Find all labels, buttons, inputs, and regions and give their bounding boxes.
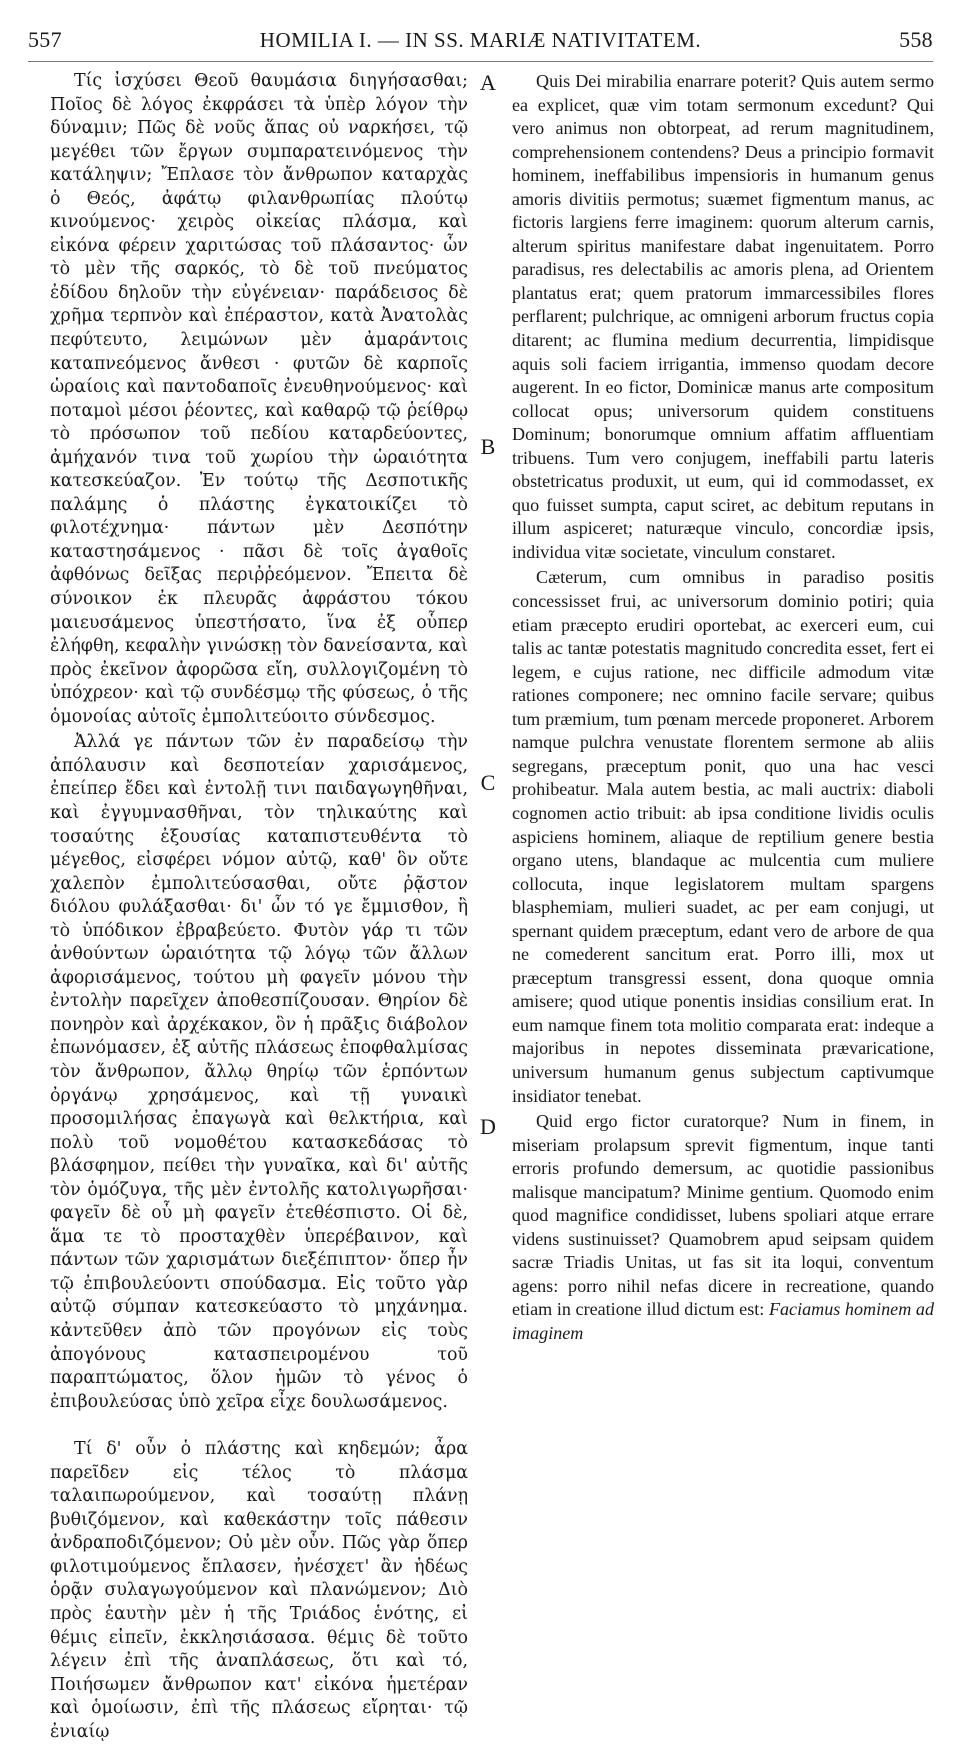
greek-column	[50, 70, 468, 1744]
greek-paragraph-2: Ἀλλά γε πάντων τῶν ἐν παραδείσῳ τὴν ἀπόλαυσιν καὶ δεσποτείαν χαρισάμενος, ἐπείπερ ἔδει καὶ ἐντολῇ τινι παιδαγωγηθῆναι, καὶ ἐγγυμνασθῆναι, τὸν τηλικαύτης καὶ τοσαύτης ἐξουσίας καταπιστευθέντα τὸ μέγεθος, εἰσφέρει νόμον αὐτῷ, καθ' ὃν οὔτε χαλεπὸν ἐμπολιτεύσασθαι, οὔτε ῥᾷστον διόλου φυλάξασθαι· δι' ὧν τό γε ἔμμισθον, ἢ τὸ ὑπόδικον ἐβραβεύετο. Φυτὸν γάρ τι τῶν ἀνθούντων ὡραιότητα τῷ λόγῳ τῶν ἄλλων ἀφορισάμενος, τούτου μὴ φαγεῖν μόνου τὴν ἐντολὴν παρεῖχεν ἀποθεσπίζουσαν. Θηρίον δὲ πονηρὸν καὶ ἀρχέκακον, ὃν ἡ πρᾶξις διάβολον ἐπωνόμασεν, ἐξ αὐτῆς πλάσεως ἐποφθαλμίσας τὸν ἄνθρωπον, ἄλλῳ θηρίῳ τῶν ἑρπόντων ὀργάνῳ χρησάμενος, καὶ τῇ γυναικὶ προσομιλήσας ἐπαγωγὰ καὶ θελκτήρια, καὶ πολὺ τοῦ νομοθέτου κατασκεδάσας τὸ βλάσφημον, πείθει τὴν γυναῖκα, καὶ δι' αὐτῆς τὸν ὁμόζυγα, τῆς μὲν ἐντολῆς κατολιγωρῆσαι· φαγεῖν δὲ οὗ μὴ φαγεῖν ἐτεθέσπιστο. Οἱ δὲ, ἅμα τε τὸ προσταχθὲν ὑπερέβαινον, καὶ πάντων τῶν χαρισμάτων διεξέπιπτον· ὅπερ ἦν τῷ ἐπιβουλεύοντι σπούδασμα. Εἰς τοῦτο γὰρ αὐτῷ σύμπαν κατεσκεύαστο τὸ μηχάνημα. κἀντεῦθεν ἀπὸ τῶν προγόνων εἰς τοὺς ἀπογόνους κατασπειρομένου τοῦ παραπτώματος, ὅλον ἡμῶν τὸ γένος ὁ ἐπιβουλεύσας ὑπὸ χεῖρα εἶχε δουλωσάμενος.	[50, 732, 468, 1412]
latin-paragraph-3	[512, 1110, 934, 1345]
latin-paragraph-3-italic: Faciamus hominem ad imaginem	[512, 1299, 934, 1343]
greek-paragraph-1: Τίς ἰσχύσει Θεοῦ θαυμάσια διηγήσασθαι; Ποῖος δὲ λόγος ἐκφράσει τὰ ὑπὲρ λόγον τὴν δύναμιν; Πῶς δὲ νοῦς ἅπας οὐ ναρκήσει, τῷ μεγέθει τῶν ἔργων συμπαρατεινόμενος τὴν κατάληψιν; Ἔπλασε τὸν ἄνθρωπον καταρχὰς ὁ Θεός, ἀφάτῳ φιλανθρωπίας πλούτῳ κινούμενος· χειρὸς οἰκείας πλάσμα, καὶ εἰκόνα φέρειν χαριτώσας τοῦ πλάσαντος· ὧν τὸ μὲν τῆς σαρκός, τὸ δὲ τοῦ πνεύματος ἐδίδου δηλοῦν τὴν εὐγένειαν· παράδεισος δὲ χρῆμα τερπνὸν καὶ ἐπέραστον, κατὰ Ἀνατολὰς πεφύτευτο, λειμώνων μὲν ἀμαράντοις καταπνεόμενος ἄνθεσι · φυτῶν δὲ καρποῖς ὡραίοις καὶ παντοδαποῖς ἐνευθηνούμενος· καὶ ποταμοὶ μέσοι ῥέοντες, καὶ καθαρῷ τῷ ῥείθρῳ τὸ πρόσωπον τοῦ πεδίου καταρδεύοντες, ἀμήχανόν τινα τοῦ χωρίου τὴν ὡραιότητα κατεσκεύαζον. Ἐν τούτῳ τῆς Δεσποτικῆς παλάμης ὁ πλάστης ἐγκατοικίζει τὸ φιλοτέχνημα· πάντων μὲν Δεσπότην καταστησάμενος · πᾶσι δὲ τοῖς ἀγαθοῖς ἀφθόνως δεῖξας περιῤῥεόμενον. Ἔπειτα δὲ σύνοικον ἐκ πλευρᾶς ἀφράστου τόκου μαιευσάμενος ὑπεστήσατο, ἵνα ἐξ οὗπερ ἐλήφθη, κεφαλὴν γινώσκῃ τὸν δανείσαντα, καὶ πρὸς ἐκεῖνον ἀφορῶσα εἴη, συλλογιζομένη τὸ ὑπόχρεον· καὶ τῷ συνδέσμῳ τῆς φύσεως, ὁ τῆς ὁμονοίας αὐτοῖς ἐμπολιτεύοιτο σύνδεσμος.	[50, 71, 468, 727]
latin-column	[512, 70, 934, 1346]
running-title: HOMILIA I. — IN SS. MARIÆ NATIVITATEM.	[259, 27, 702, 52]
page-number-right: 558	[899, 27, 933, 52]
latin-paragraph-3-text: Quid ergo fictor curatorque? Num in finem, in miseriam prolapsum sprevit figmentum, inque tanti erroris profundo demersum, ac quotidie passionibus malisque mancipatum? Minime gentium. Quomodo enim quod magnifice condidisset, lubens spoliari atque errare videns sustinuisset? Quamobrem apud seipsam quidem sacræ Triadis Unitas, ut fas sit ita loqui, conventum agens: porro nihil nefas dicere in recreatione, quando etiam in creatione illud dictum est:	[512, 1111, 934, 1320]
latin-paragraph-2: Cæterum, cum omnibus in paradiso positis concessisset frui, ac universorum dominio potiri; quia etiam præcepto erudiri oportebat, ac exerceri eum, cui talis ac tantæ potestatis magnitudo concredita esset, fert ei legem, e cujus ratione, nec difficile admodum vitæ rationes componere; nec omnino facile servare; quibus tum præmium, tum pœnam mercede proponeret. Arborem namque pulchra venustate florentem sermone ab aliis segregans, præceptum ponit, quo una hac vesci prohibeatur. Mala autem bestia, ac mali auctrix: diaboli cognomen actio tribuit: ab ipsa conditione lividis oculis aspiciens hominem, aliaque de reptilium genere bestia organo utens, blandaque ac mulcentia cum muliere collocuta, inque legislatorem multam spargens blasphemiam, mulieri suadet, ac per eam conjugi, ut spernant quidem præceptum, edant vero de arbore de qua ne comederent sancitum erat. Porro illi, mox ut præceptum transgressi essent, dona quoque omnia amisere; quod utique ponentis insidias consilium erat. In eum namque finem tota molitio comparata erat: indeque a majoribus in nepotes disseminata prævaricatione, universum humanum genus subjectum captivumque insidiator tenebat.	[512, 567, 934, 1106]
section-marker-d: D	[480, 1114, 496, 1139]
greek-paragraph-3: Τί δ' οὖν ὁ πλάστης καὶ κηδεμών; ἆρα παρεῖδεν εἰς τέλος τὸ πλάσμα ταλαιπωρούμενον, καὶ τοσαύτῃ πλάνῃ βυθιζόμενον, καὶ καθεκάστην τοῖς πάθεσιν ἀνδραποδιζόμενον; Οὐ μὲν οὖν. Πῶς γὰρ ὅπερ φιλοτιμούμενος ἔπλασεν, ἠνέσχετ' ἂν ἡδέως ὁρᾷν συλαγωγούμενον καὶ πλανώμενον; Διὸ πρὸς ἑαυτὴν μὲν ἡ τῆς Τριάδος ἑνότης, εἰ θέμις εἰπεῖν, ἐκκλησιάσασα. θέμις δὲ τοῦτο λέγειν ἐπὶ τῆς ἀναπλάσεως, ὅτι καὶ τό, Ποιήσωμεν ἄνθρωπον κατ' εἰκόνα ἡμετέραν καὶ ὁμοίωσιν, ἐπὶ τῆς πλάσεως εἴρηται· τῷ ἐνιαίῳ	[50, 1439, 468, 1742]
section-marker-b: B	[480, 434, 496, 459]
section-marker-a: A	[480, 70, 496, 95]
running-header	[28, 22, 933, 62]
latin-paragraph-1: Quis Dei mirabilia enarrare poterit? Quis autem sermo ea explicet, quæ vim totam sermonum excedunt? Qui vero animus non obtorpeat, ad rerum magnitudinem, comprehensionem contendens? Deus a principio formavit hominem, ineffabilibus impensioris in humanum genus amoris divitiis permotus; suæmet figmentum manus, ac fictoris largiens ferre imaginem: quorum alterum carnis, alterum spiritus manifestare dabat ingenuitatem. Porro paradisus, res delectabilis ac amoris plena, ad Orientem plantatus erat; quem pratorum immarcessibiles flores perflarent; pulchrique, ac omnigeni arborum fructus copia ditarent; ac flumina medium decurrentia, limpidisque aquis soli faciem irrigantia, immenso quodam decore augerent. In eo fictor, Dominicæ manus arte compositum collocat opus; universorum quidem constituens Dominum; bonorumque omnium affatim affluentiam tribuens. Tum vero conjugem, ineffabili partu lateris obstetricatus produxit, ut eum, qui id commodasset, ex quo fuisset sumpta, caput sciret, ac debitum reputans in illum aspiceret; naturæque vinculo, concordiæ ipsis, individua vitæ societate, vinculum constaret.	[512, 71, 934, 562]
page-number-left: 557	[28, 27, 62, 52]
section-marker-c: C	[480, 770, 496, 795]
